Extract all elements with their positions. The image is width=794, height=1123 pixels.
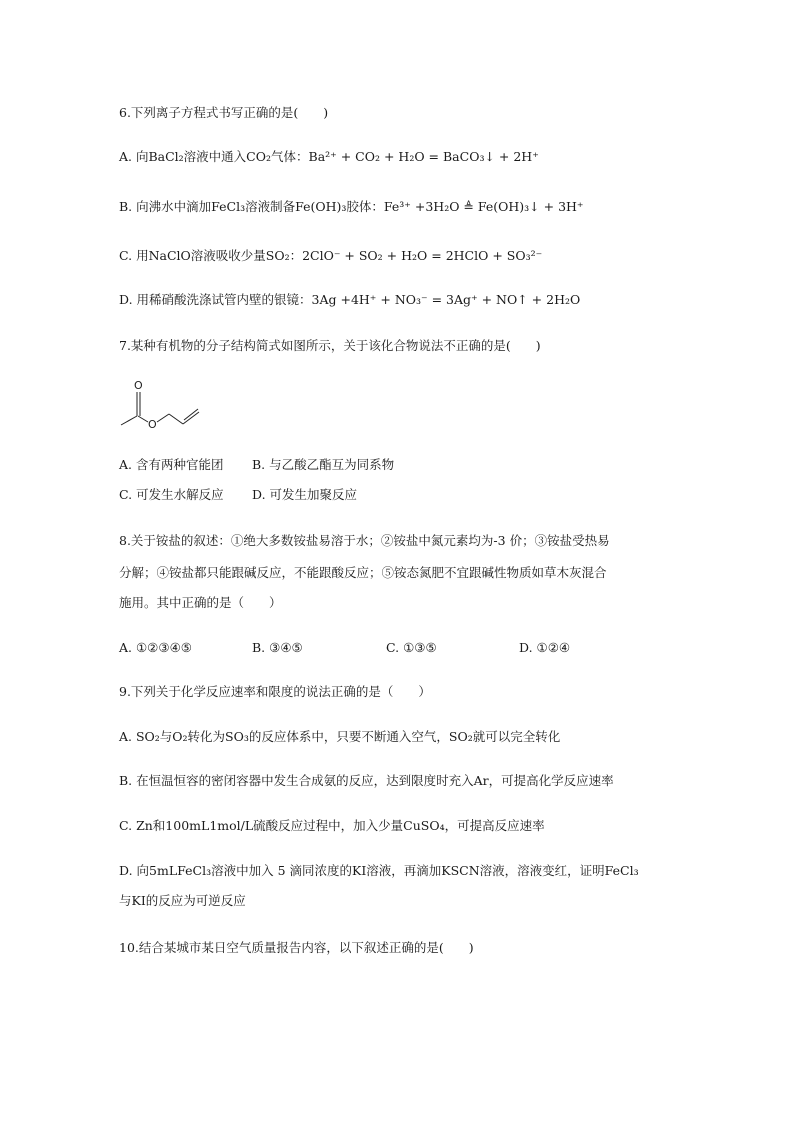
q8-stem-line2: 分解；④铵盐都只能跟碱反应，不能跟酸反应；⑤铵态氮肥不宜跟碱性物质如草木灰混合: [119, 565, 607, 580]
q9-option-d-line1: D. 向5mLFeCl₃溶液中加入 5 滴同浓度的KI溶液，再滴加KSCN溶液，溶液变红，证明FeCl₃: [119, 863, 639, 878]
q9-option-a: A. SO₂与O₂转化为SO₃的反应体系中，只要不断通入空气，SO₂就可以完全转化: [119, 729, 561, 744]
q7-option-a: A. 含有两种官能团: [119, 457, 224, 472]
q9-option-b: B. 在恒温恒容的密闭容器中发生合成氨的反应，达到限度时充入Ar，可提高化学反应速率: [119, 773, 614, 788]
q7-option-c: C. 可发生水解反应: [119, 487, 224, 502]
q6-option-d: D. 用稀硝酸洗涤试管内壁的银镜：3Ag +4H⁺ + NO₃⁻ = 3Ag⁺ + NO↑ + 2H₂O: [119, 292, 581, 307]
q8-option-a: A. ①②③④⑤: [119, 640, 193, 655]
q7-stem: 7.某种有机物的分子结构简式如图所示，关于该化合物说法不正确的是( ): [119, 338, 541, 353]
q9-option-d-line2: 与KI的反应为可逆反应: [119, 893, 246, 908]
q6-option-a: A. 向BaCl₂溶液中通入CO₂气体：Ba²⁺ + CO₂ + H₂O = BaCO₃↓ + 2H⁺: [119, 149, 539, 164]
q8-option-c: C. ①③⑤: [386, 640, 437, 655]
q8-option-d: D. ①②④: [519, 640, 571, 655]
q6-stem: 6.下列离子方程式书写正确的是( ): [119, 105, 329, 120]
q9-stem: 9.下列关于化学反应速率和限度的说法正确的是（ ）: [119, 684, 431, 699]
structure-oxygen-carbonyl: O: [134, 379, 143, 392]
structure-oxygen-ester: O: [148, 418, 157, 431]
q9-option-c: C. Zn和100mL1mol/L硫酸反应过程中，加入少量CuSO₄，可提高反应速率: [119, 818, 545, 833]
q6-option-b: B. 向沸水中滴加FeCl₃溶液制备Fe(OH)₃胶体：Fe³⁺ +3H₂O ≜ Fe(OH)₃↓ + 3H⁺: [119, 199, 584, 214]
q10-stem: 10.结合某城市某日空气质量报告内容，以下叙述正确的是( ): [119, 940, 474, 955]
molecular-structure-diagram: [119, 376, 209, 432]
q6-option-c: C. 用NaClO溶液吸收少量SO₂：2ClO⁻ + SO₂ + H₂O = 2HClO + SO₃²⁻: [119, 248, 543, 263]
q7-option-b: B. 与乙酸乙酯互为同系物: [252, 457, 395, 472]
q8-stem-line3: 施用。其中正确的是（ ）: [119, 595, 282, 610]
q8-option-b: B. ③④⑤: [252, 640, 303, 655]
q7-option-d: D. 可发生加聚反应: [252, 487, 358, 502]
q8-stem-line1: 8.关于铵盐的叙述：①绝大多数铵盐易溶于水；②铵盐中氮元素均为-3 价；③铵盐受热易: [119, 533, 610, 548]
